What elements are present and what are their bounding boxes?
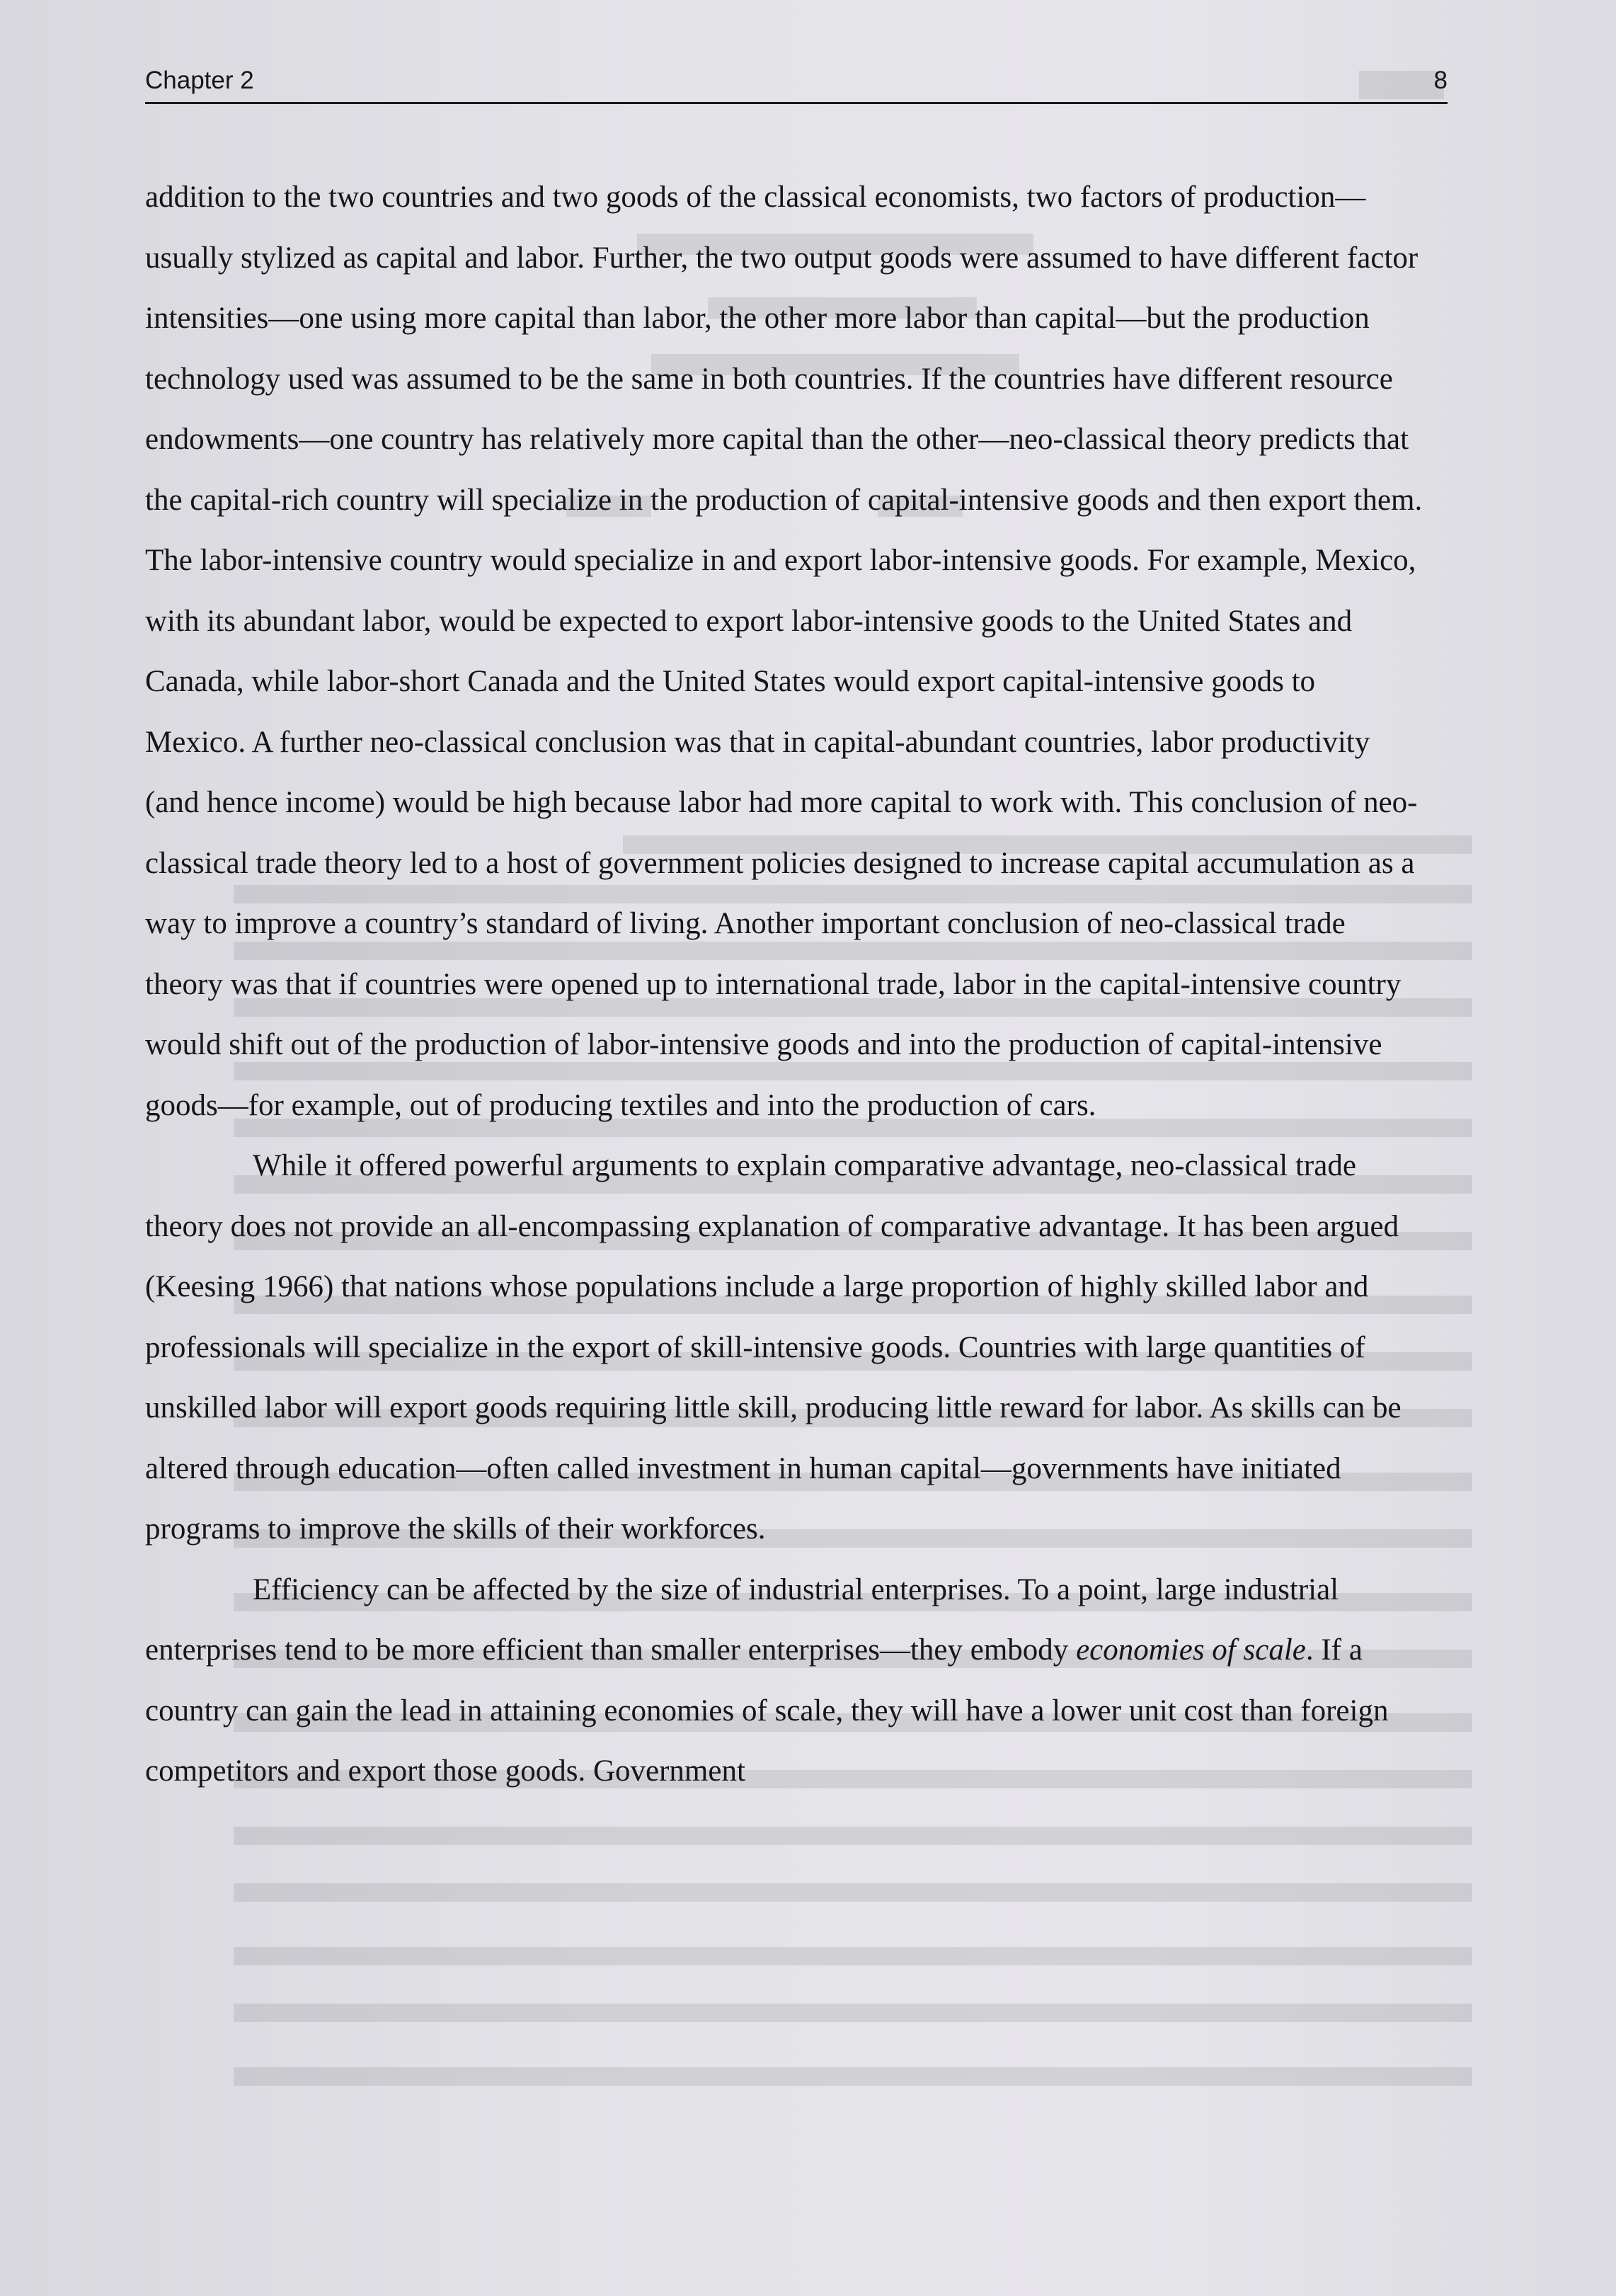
running-header <box>145 65 1448 104</box>
paragraph-3-lead: Efficiency can be affected by the size of industrial enterprises. To a point, large industrial enterprises tend to be more efficient than smaller enterprises—they embody <box>145 1572 1339 1667</box>
page-number: 8 <box>1433 67 1448 94</box>
chapter-label: Chapter 2 <box>145 67 254 94</box>
paragraph-3-tail: . If a country can gain the lead in attaining economies of scale, they will have a lower unit cost than foreign competitors and export those goods. Government <box>145 1633 1389 1788</box>
body-text <box>145 167 1423 1802</box>
paragraph-3 <box>145 1560 1423 1802</box>
paragraph-2: While it offered powerful arguments to explain comparative advantage, neo-classical trade theory does not provide an all-encompassing explanation of comparative advantage. It has been argued (Keesing 1966) that nations whose populations include a large proportion of highly skilled labor and professionals will specialize in the export of skill-intensive goods. Countries with large quantities of unskilled labor will export goods requiring little skill, producing little reward for labor. As skills can be altered through education—often called investment in human capital—governments have initiated programs to improve the skills of their workforces. <box>145 1149 1402 1546</box>
emphasis-term: economies of scale <box>1076 1633 1306 1667</box>
paragraph-1: addition to the two countries and two goods of the classical economists, two factors of production—usually stylized as capital and labor. Further, the two output goods were assumed to have different factor intensities—one using more capital than labor, the other more labor than capital—but the production technology used was assumed to be the same in both countries. If the countries have different resource endowments—one country has relatively more capital than the other—neo-classical theory predicts that the capital-rich country will specialize in the production of capital-intensive goods and then export them. The labor-intensive country would specialize in and export labor-intensive goods. For example, Mexico, with its abundant labor, would be expected to export labor-intensive goods to the United States and Canada, while labor-short Canada and the United States would export capital-intensive goods to Mexico. A further neo-classical conclusion was that in capital-abundant countries, labor productivity (and hence income) would be high because labor had more capital to work with. This conclusion of neo-classical trade theory led to a host of government policies designed to increase capital accumulation as a way to improve a country’s standard of living. Another important conclusion of neo-classical trade theory was that if countries were opened up to international trade, labor in the capital-intensive country would shift out of the production of labor-intensive goods and into the production of capital-intensive goods—for example, out of producing textiles and into the production of cars. <box>145 181 1423 1122</box>
